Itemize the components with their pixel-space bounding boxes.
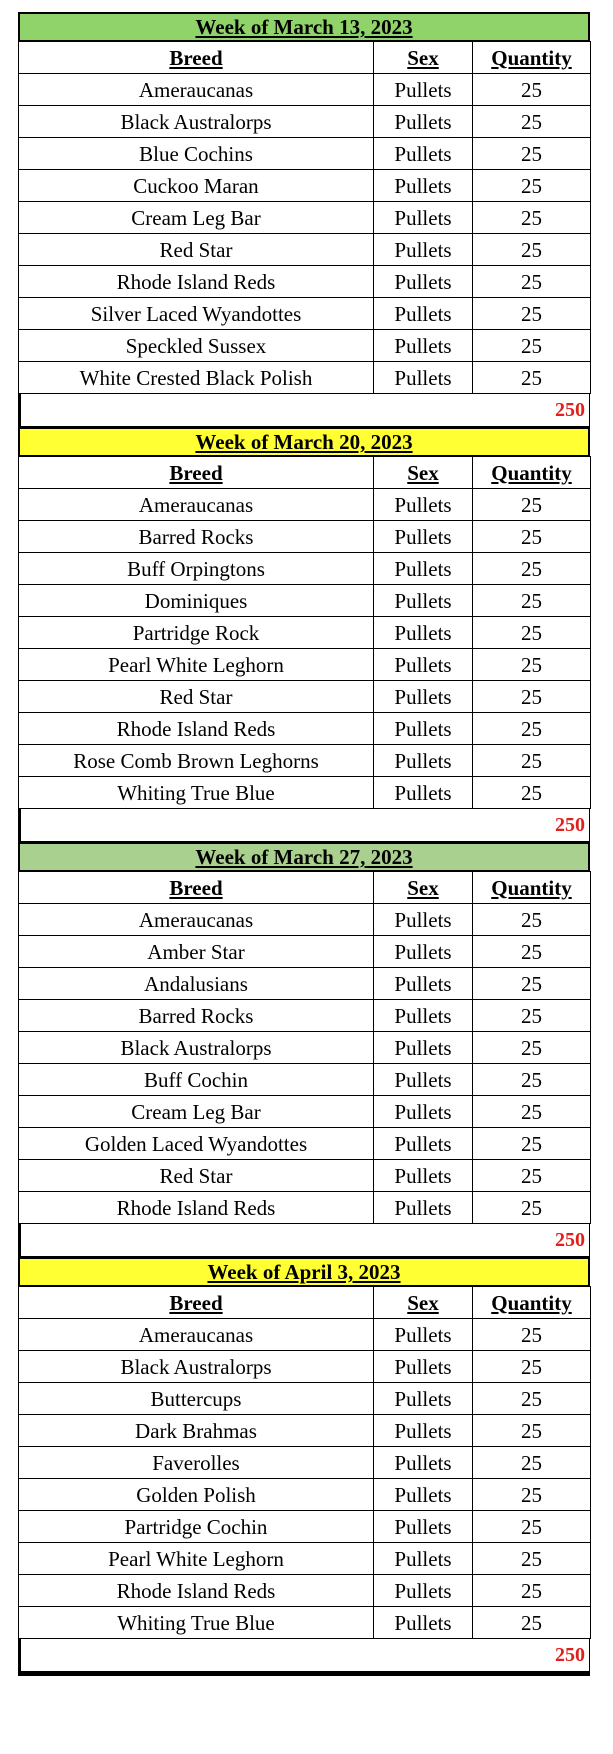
breed-cell: Golden Laced Wyandottes — [19, 1128, 374, 1160]
table-row — [19, 904, 591, 936]
quantity-cell: 25 — [473, 649, 591, 681]
sex-cell: Pullets — [374, 234, 473, 266]
column-header-row — [19, 1287, 591, 1319]
quantity-cell: 25 — [473, 1607, 591, 1639]
sex-cell: Pullets — [374, 74, 473, 106]
breed-cell: Dark Brahmas — [19, 1415, 374, 1447]
breed-cell: Golden Polish — [19, 1479, 374, 1511]
table-row — [19, 936, 591, 968]
breed-table — [18, 1286, 591, 1639]
quantity-column-header: Quantity — [473, 457, 591, 489]
sex-cell: Pullets — [374, 904, 473, 936]
quantity-cell: 25 — [473, 1319, 591, 1351]
breed-cell: Blue Cochins — [19, 138, 374, 170]
quantity-cell: 25 — [473, 1032, 591, 1064]
breed-cell: Rhode Island Reds — [19, 713, 374, 745]
sex-cell: Pullets — [374, 330, 473, 362]
quantity-column-header: Quantity — [473, 1287, 591, 1319]
sex-cell: Pullets — [374, 266, 473, 298]
breed-cell: Ameraucanas — [19, 904, 374, 936]
table-row — [19, 234, 591, 266]
table-row — [19, 74, 591, 106]
quantity-cell: 25 — [473, 1575, 591, 1607]
quantity-cell: 25 — [473, 170, 591, 202]
table-row — [19, 617, 591, 649]
table-row — [19, 106, 591, 138]
table-row — [19, 330, 591, 362]
sex-cell: Pullets — [374, 713, 473, 745]
breed-table — [18, 871, 591, 1224]
quantity-cell: 25 — [473, 1160, 591, 1192]
quantity-cell: 25 — [473, 745, 591, 777]
breed-table — [18, 456, 591, 809]
quantity-cell: 25 — [473, 713, 591, 745]
sex-cell: Pullets — [374, 1543, 473, 1575]
sex-cell: Pullets — [374, 1032, 473, 1064]
table-row — [19, 1543, 591, 1575]
table-row — [19, 202, 591, 234]
sex-cell: Pullets — [374, 1064, 473, 1096]
breed-cell: Red Star — [19, 1160, 374, 1192]
table-row — [19, 1128, 591, 1160]
breed-column-header: Breed — [19, 42, 374, 74]
sex-cell: Pullets — [374, 585, 473, 617]
table-row — [19, 1479, 591, 1511]
breed-cell: Dominiques — [19, 585, 374, 617]
sex-cell: Pullets — [374, 1607, 473, 1639]
sex-cell: Pullets — [374, 1192, 473, 1224]
table-row — [19, 1511, 591, 1543]
quantity-cell: 25 — [473, 362, 591, 394]
table-row — [19, 1447, 591, 1479]
sex-cell: Pullets — [374, 1351, 473, 1383]
quantity-cell: 25 — [473, 1511, 591, 1543]
column-header-row — [19, 42, 591, 74]
sex-cell: Pullets — [374, 1319, 473, 1351]
table-row — [19, 489, 591, 521]
breed-cell: Cream Leg Bar — [19, 1096, 374, 1128]
quantity-cell: 25 — [473, 1447, 591, 1479]
breed-cell: Buff Cochin — [19, 1064, 374, 1096]
quantity-cell: 25 — [473, 1383, 591, 1415]
column-header-row — [19, 457, 591, 489]
sex-column-header: Sex — [374, 1287, 473, 1319]
quantity-cell: 25 — [473, 1351, 591, 1383]
table-row — [19, 777, 591, 809]
breed-cell: Black Australorps — [19, 1351, 374, 1383]
quantity-cell: 25 — [473, 1128, 591, 1160]
breed-cell: Amber Star — [19, 936, 374, 968]
table-row — [19, 521, 591, 553]
sex-column-header: Sex — [374, 42, 473, 74]
quantity-cell: 25 — [473, 904, 591, 936]
quantity-cell: 25 — [473, 266, 591, 298]
breed-table — [18, 41, 591, 394]
sex-cell: Pullets — [374, 1160, 473, 1192]
quantity-cell: 25 — [473, 1415, 591, 1447]
breed-cell: Buff Orpingtons — [19, 553, 374, 585]
breed-column-header: Breed — [19, 1287, 374, 1319]
quantity-cell: 25 — [473, 617, 591, 649]
table-row — [19, 138, 591, 170]
table-row — [19, 298, 591, 330]
quantity-cell: 25 — [473, 489, 591, 521]
quantity-cell: 25 — [473, 968, 591, 1000]
quantity-cell: 25 — [473, 1192, 591, 1224]
table-row — [19, 681, 591, 713]
sex-cell: Pullets — [374, 1383, 473, 1415]
table-row — [19, 1607, 591, 1639]
quantity-cell: 25 — [473, 936, 591, 968]
week-section — [18, 842, 590, 1257]
table-row — [19, 266, 591, 298]
sex-cell: Pullets — [374, 138, 473, 170]
table-row — [19, 1383, 591, 1415]
breed-cell: Rose Comb Brown Leghorns — [19, 745, 374, 777]
quantity-cell: 25 — [473, 74, 591, 106]
sex-cell: Pullets — [374, 1096, 473, 1128]
sex-cell: Pullets — [374, 521, 473, 553]
breed-cell: White Crested Black Polish — [19, 362, 374, 394]
quantity-cell: 25 — [473, 681, 591, 713]
quantity-cell: 25 — [473, 585, 591, 617]
sex-cell: Pullets — [374, 1415, 473, 1447]
breed-cell: Silver Laced Wyandottes — [19, 298, 374, 330]
column-header-row — [19, 872, 591, 904]
quantity-cell: 25 — [473, 202, 591, 234]
quantity-cell: 25 — [473, 234, 591, 266]
breed-cell: Partridge Rock — [19, 617, 374, 649]
breed-cell: Barred Rocks — [19, 1000, 374, 1032]
table-row — [19, 1415, 591, 1447]
quantity-cell: 25 — [473, 1479, 591, 1511]
table-row — [19, 1351, 591, 1383]
week-total: 250 — [18, 394, 590, 427]
quantity-cell: 25 — [473, 330, 591, 362]
quantity-cell: 25 — [473, 1064, 591, 1096]
breed-cell: Ameraucanas — [19, 1319, 374, 1351]
breed-cell: Black Australorps — [19, 1032, 374, 1064]
breed-cell: Partridge Cochin — [19, 1511, 374, 1543]
breed-cell: Ameraucanas — [19, 74, 374, 106]
breed-cell: Rhode Island Reds — [19, 266, 374, 298]
table-row — [19, 1319, 591, 1351]
sex-cell: Pullets — [374, 1479, 473, 1511]
table-row — [19, 1160, 591, 1192]
table-row — [19, 968, 591, 1000]
breed-cell: Cuckoo Maran — [19, 170, 374, 202]
table-row — [19, 1096, 591, 1128]
sex-cell: Pullets — [374, 298, 473, 330]
breed-column-header: Breed — [19, 457, 374, 489]
sex-cell: Pullets — [374, 1000, 473, 1032]
breed-cell: Andalusians — [19, 968, 374, 1000]
breed-cell: Rhode Island Reds — [19, 1192, 374, 1224]
table-row — [19, 585, 591, 617]
sex-cell: Pullets — [374, 1511, 473, 1543]
quantity-cell: 25 — [473, 138, 591, 170]
sex-column-header: Sex — [374, 457, 473, 489]
breed-cell: Ameraucanas — [19, 489, 374, 521]
week-title: Week of March 27, 2023 — [18, 842, 590, 871]
table-row — [19, 1032, 591, 1064]
breed-cell: Red Star — [19, 234, 374, 266]
breed-cell: Red Star — [19, 681, 374, 713]
sex-cell: Pullets — [374, 106, 473, 138]
sex-cell: Pullets — [374, 362, 473, 394]
week-section — [18, 427, 590, 842]
table-row — [19, 713, 591, 745]
quantity-cell: 25 — [473, 298, 591, 330]
bottom-border — [18, 1672, 590, 1676]
table-row — [19, 649, 591, 681]
table-row — [19, 362, 591, 394]
breed-cell: Black Australorps — [19, 106, 374, 138]
breed-cell: Whiting True Blue — [19, 1607, 374, 1639]
week-title: Week of March 20, 2023 — [18, 427, 590, 456]
table-row — [19, 1000, 591, 1032]
table-row — [19, 1575, 591, 1607]
table-row — [19, 1192, 591, 1224]
quantity-cell: 25 — [473, 1096, 591, 1128]
sex-cell: Pullets — [374, 553, 473, 585]
week-total: 250 — [18, 1639, 590, 1672]
quantity-cell: 25 — [473, 106, 591, 138]
sex-column-header: Sex — [374, 872, 473, 904]
table-row — [19, 745, 591, 777]
quantity-column-header: Quantity — [473, 872, 591, 904]
sex-cell: Pullets — [374, 968, 473, 1000]
sex-cell: Pullets — [374, 1128, 473, 1160]
sex-cell: Pullets — [374, 745, 473, 777]
week-title: Week of April 3, 2023 — [18, 1257, 590, 1286]
sex-cell: Pullets — [374, 489, 473, 521]
quantity-cell: 25 — [473, 1543, 591, 1575]
week-section — [18, 1257, 590, 1672]
sex-cell: Pullets — [374, 936, 473, 968]
week-section — [18, 12, 590, 427]
quantity-cell: 25 — [473, 521, 591, 553]
sex-cell: Pullets — [374, 617, 473, 649]
breed-column-header: Breed — [19, 872, 374, 904]
quantity-column-header: Quantity — [473, 42, 591, 74]
breed-cell: Pearl White Leghorn — [19, 1543, 374, 1575]
breed-cell: Pearl White Leghorn — [19, 649, 374, 681]
breed-cell: Speckled Sussex — [19, 330, 374, 362]
quantity-cell: 25 — [473, 1000, 591, 1032]
breed-cell: Rhode Island Reds — [19, 1575, 374, 1607]
breed-cell: Whiting True Blue — [19, 777, 374, 809]
breed-cell: Buttercups — [19, 1383, 374, 1415]
sex-cell: Pullets — [374, 170, 473, 202]
quantity-cell: 25 — [473, 553, 591, 585]
breed-cell: Barred Rocks — [19, 521, 374, 553]
sex-cell: Pullets — [374, 202, 473, 234]
order-sheet — [18, 12, 590, 1676]
table-row — [19, 170, 591, 202]
sex-cell: Pullets — [374, 1447, 473, 1479]
week-total: 250 — [18, 1224, 590, 1257]
table-row — [19, 1064, 591, 1096]
sex-cell: Pullets — [374, 681, 473, 713]
sex-cell: Pullets — [374, 1575, 473, 1607]
quantity-cell: 25 — [473, 777, 591, 809]
week-total: 250 — [18, 809, 590, 842]
breed-cell: Faverolles — [19, 1447, 374, 1479]
sex-cell: Pullets — [374, 649, 473, 681]
breed-cell: Cream Leg Bar — [19, 202, 374, 234]
table-row — [19, 553, 591, 585]
sex-cell: Pullets — [374, 777, 473, 809]
week-title: Week of March 13, 2023 — [18, 12, 590, 41]
